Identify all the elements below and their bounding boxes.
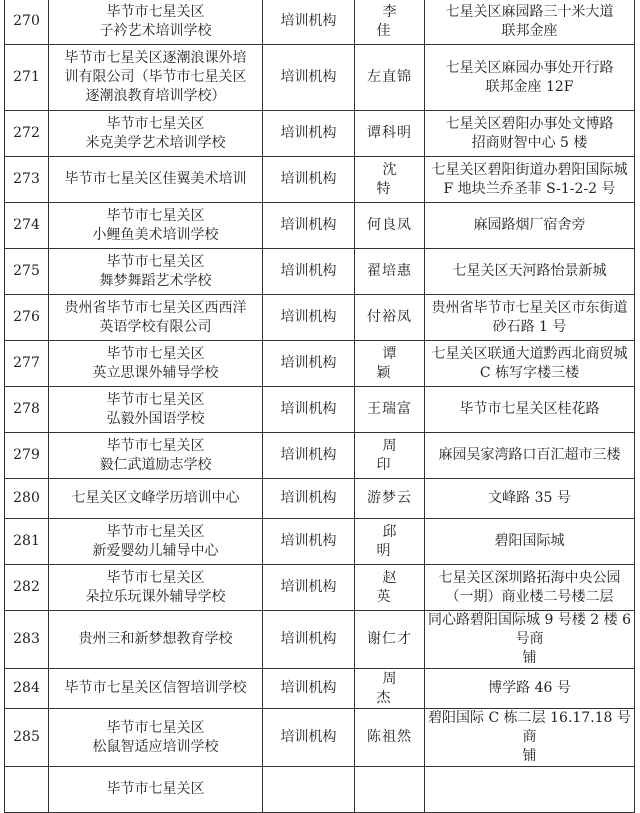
institution-type	[263, 767, 355, 813]
institution-type: 培训机构	[263, 341, 355, 387]
institution-address: 博学路 46 号	[425, 669, 635, 709]
row-number: 280	[5, 479, 49, 519]
institution-address: 七星关区联通大道黔西北商贸城 C 栋写字楼三楼	[425, 341, 635, 387]
institution-type: 培训机构	[263, 433, 355, 479]
table-row	[5, 669, 635, 709]
table-row	[5, 111, 635, 157]
row-number: 278	[5, 387, 49, 433]
institution-name: 贵州省毕节市七星关区西西洋 英语学校有限公司	[49, 295, 263, 341]
contact-person: 周杰	[355, 669, 425, 709]
institution-address: 七星关区麻园办事处开行路 联邦金座 12F	[425, 45, 635, 111]
institution-name: 毕节市七星关区 新爱婴幼儿辅导中心	[49, 519, 263, 565]
institution-name: 毕节市七星关区 弘毅外国语学校	[49, 387, 263, 433]
contact-person: 沈特	[355, 157, 425, 203]
institution-name: 毕节市七星关区 米克美学艺术培训学校	[49, 111, 263, 157]
table-row	[5, 341, 635, 387]
row-number: 285	[5, 709, 49, 767]
institution-name: 贵州三和新梦想教育学校	[49, 611, 263, 669]
institution-type: 培训机构	[263, 709, 355, 767]
institution-address: 七星关区碧阳街道办碧阳国际城 F 地块兰乔圣菲 S-1-2-2 号	[425, 157, 635, 203]
institution-address: 七星关区麻园路三十米大道 联邦金座	[425, 0, 635, 45]
contact-person: 周印	[355, 433, 425, 479]
contact-person: 谭颖	[355, 341, 425, 387]
institution-type: 培训机构	[263, 479, 355, 519]
table-row	[5, 0, 635, 45]
institution-name: 毕节市七星关区	[49, 767, 263, 813]
row-number: 273	[5, 157, 49, 203]
institution-name: 毕节市七星关区 朵拉乐玩课外辅导学校	[49, 565, 263, 611]
institution-type: 培训机构	[263, 157, 355, 203]
table-row	[5, 519, 635, 565]
institution-name: 毕节市七星关区 小鲤鱼美术培训学校	[49, 203, 263, 249]
table-row	[5, 157, 635, 203]
institution-address: 贵州省毕节市七星关区市东街道 砂石路 1 号	[425, 295, 635, 341]
table-row	[5, 249, 635, 295]
institution-name: 七星关区文峰学历培训中心	[49, 479, 263, 519]
contact-person: 付裕凤	[355, 295, 425, 341]
table-row	[5, 387, 635, 433]
institution-name: 毕节市七星关区 英立思课外辅导学校	[49, 341, 263, 387]
table-row	[5, 611, 635, 669]
institution-address: 文峰路 35 号	[425, 479, 635, 519]
institution-address: 同心路碧阳国际城 9 号楼 2 楼 6 号商 铺	[425, 611, 635, 669]
table-row	[5, 433, 635, 479]
institution-name: 毕节市七星关区信智培训学校	[49, 669, 263, 709]
contact-person: 赵英	[355, 565, 425, 611]
institution-address	[425, 767, 635, 813]
institution-address: 七星关区碧阳办事处文博路 招商财智中心 5 楼	[425, 111, 635, 157]
row-number: 281	[5, 519, 49, 565]
row-number: 283	[5, 611, 49, 669]
row-number: 276	[5, 295, 49, 341]
institution-address: 七星关区深圳路拓海中央公园 （一期）商业楼二号楼二层	[425, 565, 635, 611]
institution-name: 毕节市七星关区 松鼠智适应培训学校	[49, 709, 263, 767]
table-row	[5, 767, 635, 813]
institution-type: 培训机构	[263, 611, 355, 669]
contact-person: 何良凤	[355, 203, 425, 249]
contact-person: 翟培惠	[355, 249, 425, 295]
institution-type: 培训机构	[263, 669, 355, 709]
institution-address: 碧阳国际城	[425, 519, 635, 565]
row-number	[5, 767, 49, 813]
institution-type: 培训机构	[263, 0, 355, 45]
row-number: 277	[5, 341, 49, 387]
institution-address: 麻园路烟厂宿舍旁	[425, 203, 635, 249]
institution-name: 毕节市七星关区 毅仁武道励志学校	[49, 433, 263, 479]
institution-type: 培训机构	[263, 565, 355, 611]
institution-type: 培训机构	[263, 387, 355, 433]
contact-person: 谭科明	[355, 111, 425, 157]
row-number: 274	[5, 203, 49, 249]
table-row	[5, 565, 635, 611]
institution-type: 培训机构	[263, 519, 355, 565]
contact-person	[355, 767, 425, 813]
institution-address: 麻园吴家湾路口百汇超市三楼	[425, 433, 635, 479]
institution-type: 培训机构	[263, 203, 355, 249]
institution-type: 培训机构	[263, 111, 355, 157]
institution-address: 毕节市七星关区桂花路	[425, 387, 635, 433]
contact-person: 李佳	[355, 0, 425, 45]
row-number: 270	[5, 0, 49, 45]
contact-person: 左直锦	[355, 45, 425, 111]
row-number: 282	[5, 565, 49, 611]
contact-person: 邱明	[355, 519, 425, 565]
table-row	[5, 203, 635, 249]
row-number: 275	[5, 249, 49, 295]
table-row	[5, 45, 635, 111]
contact-person: 陈祖然	[355, 709, 425, 767]
table-row	[5, 479, 635, 519]
institution-name: 毕节市七星关区 舞梦舞蹈艺术学校	[49, 249, 263, 295]
contact-person: 王瑞富	[355, 387, 425, 433]
table-row	[5, 295, 635, 341]
institution-name: 毕节市七星关区逐潮浪课外培 训有限公司（毕节市七星关区 逐潮浪教育培训学校）	[49, 45, 263, 111]
institution-type: 培训机构	[263, 249, 355, 295]
row-number: 272	[5, 111, 49, 157]
contact-person: 游梦云	[355, 479, 425, 519]
institution-type: 培训机构	[263, 45, 355, 111]
contact-person: 谢仁才	[355, 611, 425, 669]
institution-name: 毕节市七星关区佳翼美术培训	[49, 157, 263, 203]
table-row	[5, 709, 635, 767]
institution-table	[4, 0, 635, 813]
institution-name: 毕节市七星关区 子衿艺术培训学校	[49, 0, 263, 45]
institution-address: 七星关区天河路怡景新城	[425, 249, 635, 295]
institution-type: 培训机构	[263, 295, 355, 341]
institution-address: 碧阳国际 C 栋二层 16.17.18 号商 铺	[425, 709, 635, 767]
row-number: 279	[5, 433, 49, 479]
row-number: 271	[5, 45, 49, 111]
row-number: 284	[5, 669, 49, 709]
